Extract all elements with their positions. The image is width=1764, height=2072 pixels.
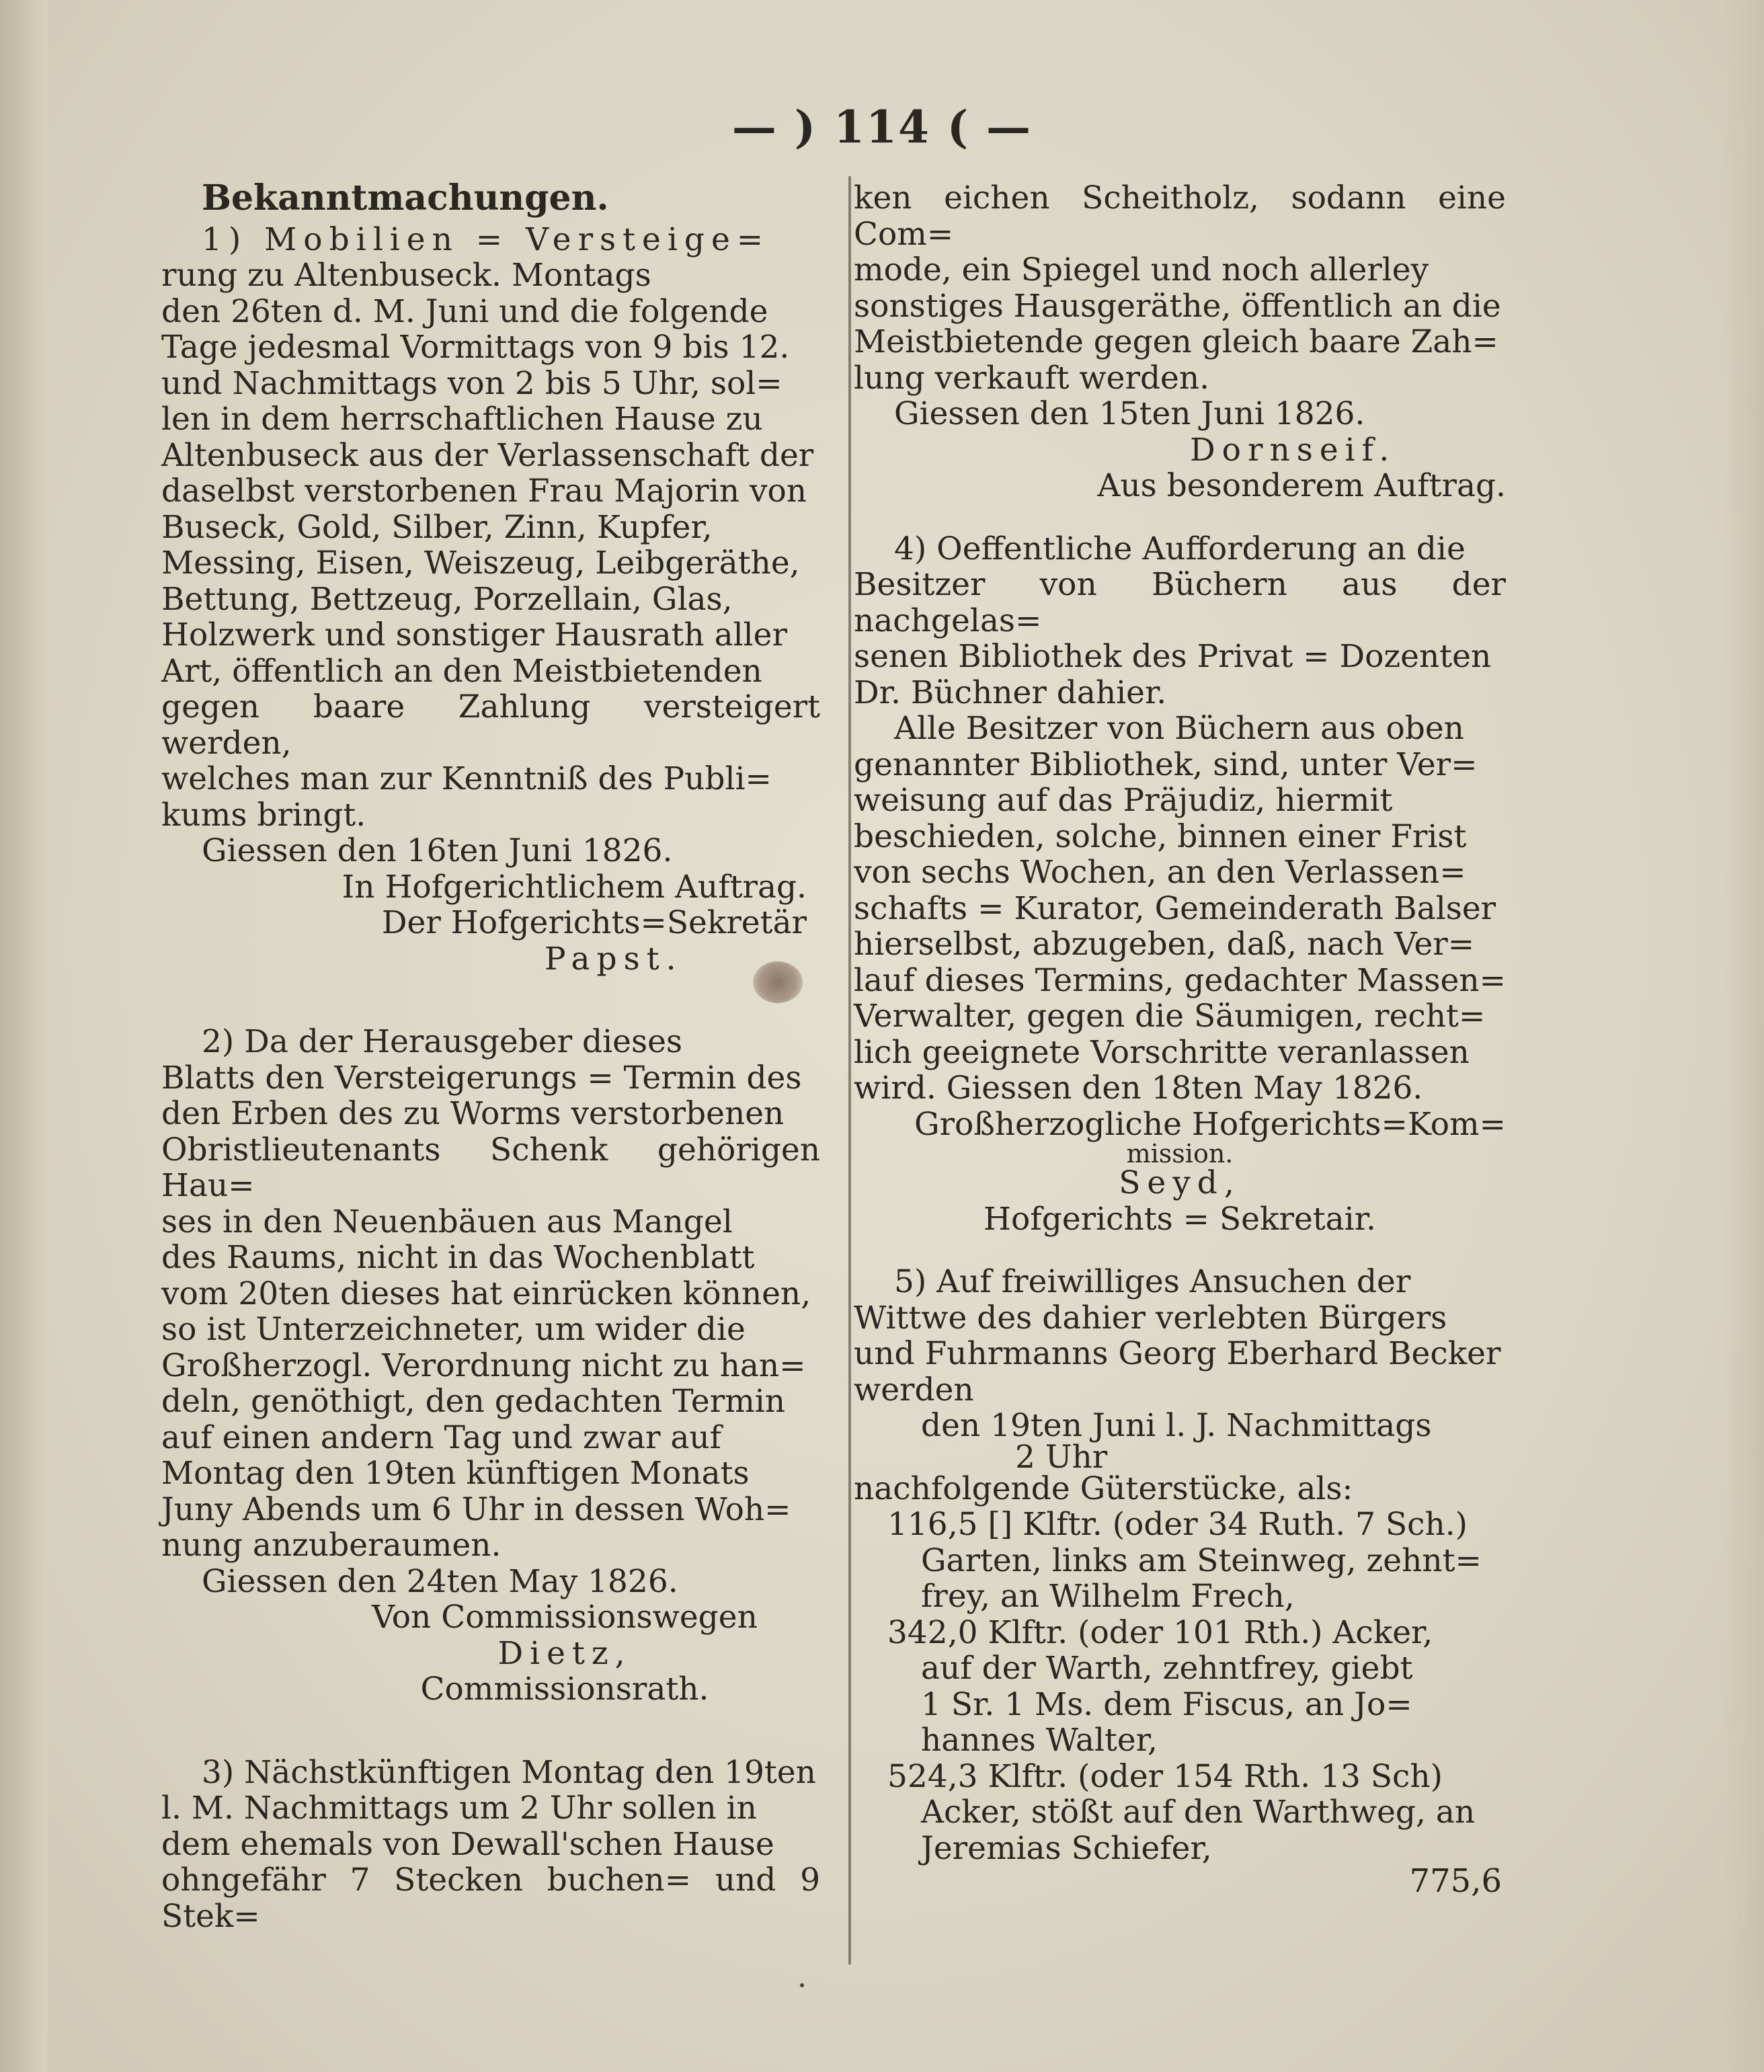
text-line: Altenbuseck aus der Verlassenschaft der — [161, 436, 814, 474]
notice-2-authority: Von Commissionswegen — [372, 1599, 758, 1636]
text-line: ken eichen Scheitholz, sodann eine Com= — [854, 180, 1506, 253]
text-line: Blatts den Versteigerungs = Termin des — [161, 1059, 802, 1097]
notice-5-time: den 19ten Juni l. J. Nachmittags — [921, 1407, 1432, 1444]
notice-1-office: Der Hofgerichts=Sekretär — [381, 904, 807, 941]
text-line: Art, öffentlich an den Meistbietenden — [161, 652, 762, 690]
text-line: Messing, Eisen, Weiszeug, Leibgeräthe, — [161, 545, 800, 582]
text-line: deln, genöthigt, den gedachten Termin — [161, 1383, 786, 1420]
text-line: und Fuhrmanns Georg Eberhard Becker — [854, 1335, 1501, 1372]
notice-5-intro: nachfolgende Güterstücke, als: — [854, 1470, 1353, 1507]
notice-2-body — [161, 1024, 820, 1564]
notice-4-title — [854, 531, 1506, 711]
page-edge-shadow — [1724, 0, 1764, 2072]
text-line: sonstiges Hausgeräthe, öffentlich an die — [854, 287, 1501, 325]
text-line: werden — [854, 1371, 974, 1408]
spacer — [161, 1708, 820, 1755]
notice-1-date: Giessen den 16ten Juni 1826. — [202, 832, 673, 869]
text-line: kums bringt. — [161, 796, 366, 834]
parcel-line: 1 Sr. 1 Ms. dem Fiscus, an Jo= — [921, 1685, 1412, 1723]
text-line: rung zu Altenbuseck. Montags — [161, 257, 651, 294]
notice-1-body — [161, 257, 820, 833]
notice-2-signature: Dietz, — [497, 1634, 632, 1672]
column-rule — [848, 176, 851, 1964]
text-line: Großherzogl. Verordnung nicht zu han= — [161, 1347, 806, 1384]
notice-2-title: Commissionsrath. — [420, 1671, 709, 1708]
parcel-line: Jeremias Schiefer, — [921, 1829, 1212, 1867]
text-line: lich geeignete Vorschritte veranlassen — [854, 1033, 1470, 1071]
text-line: 3) Nächstkünftigen Montag den 19ten — [202, 1753, 816, 1791]
text-line: hierselbst, abzugeben, daß, nach Ver= — [854, 926, 1475, 963]
right-column — [854, 180, 1506, 1866]
parcel-line: 116,5 [] Klftr. (oder 34 Ruth. 7 Sch.) — [887, 1506, 1468, 1543]
text-line: weisung auf das Präjudiz, hiermit — [854, 782, 1393, 819]
text-line: len in dem herrschaftlichen Hause zu — [161, 401, 763, 438]
notice-4-authority-cont: mission. — [1126, 1139, 1234, 1168]
text-line: Meistbietende gegen gleich baare Zah= — [854, 323, 1498, 360]
text-line: dem ehemals von Dewall'schen Hause — [161, 1825, 774, 1863]
text-line: und Nachmittags von 2 bis 5 Uhr, sol= — [161, 364, 783, 402]
text-line: Obristlieutenants Schenk gehörigen Hau= — [161, 1131, 820, 1204]
text-line: Dr. Büchner dahier. — [854, 674, 1167, 711]
text-line: vom 20ten dieses hat einrücken können, — [161, 1275, 811, 1312]
text-line: Montag den 19ten künftigen Monats — [161, 1455, 750, 1492]
text-line: den 26ten d. M. Juni und die folgende — [161, 292, 768, 330]
notice-4-body — [854, 711, 1506, 1107]
text-line: Besitzer von Büchern aus der nachgelas= — [854, 566, 1506, 639]
text-line: daselbst verstorbenen Frau Majorin von — [161, 473, 807, 510]
text-line: Buseck, Gold, Silber, Zinn, Kupfer, — [161, 508, 713, 546]
text-line: l. M. Nachmittags um 2 Uhr sollen in — [161, 1790, 757, 1827]
notice-3-continued — [854, 180, 1506, 396]
text-line: ohngefähr 7 Stecken buchen= und 9 Stek= — [161, 1862, 820, 1935]
text-line: nung anzuberaumen. — [161, 1527, 502, 1564]
text-line: gegen baare Zahlung versteigert werden, — [161, 688, 820, 762]
notice-2-date: Giessen den 24ten May 1826. — [202, 1562, 678, 1600]
text-line: genannter Bibliothek, sind, unter Ver= — [854, 746, 1478, 783]
section-heading: Bekanntmachungen. — [202, 177, 609, 218]
text-line: lung verkauft werden. — [854, 359, 1210, 397]
spacer — [161, 977, 820, 1024]
text-line: Holzwerk und sonstiger Hausrath aller — [161, 616, 787, 653]
notice-4-office: Hofgerichts = Sekretair. — [984, 1200, 1376, 1238]
text-line: von sechs Wochen, an den Verlassen= — [854, 854, 1466, 891]
binding-shadow — [0, 0, 47, 2072]
text-line: den Erben des zu Worms verstorbenen — [161, 1095, 785, 1132]
text-line: wird. Giessen den 18ten May 1826. — [854, 1070, 1423, 1107]
parcel-line: auf der Warth, zehntfrey, giebt — [921, 1650, 1413, 1687]
text-line: beschieden, solche, binnen einer Frist — [854, 818, 1467, 855]
notice-3-body — [161, 1755, 820, 1935]
parcel-line: 524,3 Klftr. (oder 154 Rth. 13 Sch) — [887, 1757, 1443, 1795]
parcel-line: Garten, links am Steinweg, zehnt= — [921, 1542, 1482, 1579]
speck — [800, 1983, 804, 1987]
notice-1-title: 1) Mobilien = Versteige= — [202, 221, 770, 258]
text-line: welches man zur Kenntniß des Publi= — [161, 760, 772, 797]
notice-3-signature: Dornseif. — [1190, 431, 1396, 469]
text-line: auf einen andern Tag und zwar auf — [161, 1419, 722, 1456]
notice-4-authority: Großherzogliche Hofgerichts=Kom= — [914, 1105, 1506, 1143]
text-line: 4) Oeffentliche Aufforderung an die — [894, 530, 1466, 567]
notice-5-time-cont: 2 Uhr — [1015, 1438, 1108, 1476]
text-line: Wittwe des dahier verlebten Bürgers — [854, 1299, 1447, 1337]
notice-1-signature: Papst. — [545, 940, 683, 978]
text-line: Alle Besitzer von Büchern aus oben — [894, 710, 1464, 747]
left-column — [161, 177, 820, 1935]
parcel-line: 342,0 Klftr. (oder 101 Rth.) Acker, — [887, 1613, 1433, 1651]
text-line: so ist Unterzeichneter, um wider die — [161, 1311, 746, 1348]
text-line: mode, ein Spiegel und noch allerley — [854, 251, 1429, 288]
text-line: Tage jedesmal Vormittags von 9 bis 12. — [161, 329, 790, 366]
text-line: Verwalter, gegen die Säumigen, recht= — [854, 998, 1486, 1035]
notice-4-signature: Seyd, — [1119, 1164, 1241, 1201]
page-sum: 775,6 — [1409, 1862, 1502, 1900]
page-header: — ) 114 ( — — [731, 101, 1033, 153]
text-line: 5) Auf freiwilliges Ansuchen der — [894, 1263, 1411, 1300]
parcel-list — [854, 1507, 1506, 1866]
spacer — [854, 1237, 1506, 1264]
text-line: 2) Da der Herausgeber dieses — [202, 1023, 683, 1060]
notice-5-body — [854, 1264, 1506, 1408]
parcel-line: frey, an Wilhelm Frech, — [921, 1578, 1295, 1615]
text-line: Bettung, Bettzeug, Porzellain, Glas, — [161, 580, 733, 618]
spacer — [854, 504, 1506, 531]
notice-3-authority: Aus besonderem Auftrag. — [1097, 467, 1506, 504]
notice-3-date: Giessen den 15ten Juni 1826. — [894, 395, 1365, 432]
notice-1-authority: In Hofgerichtlichem Auftrag. — [342, 868, 807, 906]
text-line: lauf dieses Termins, gedachter Massen= — [854, 961, 1506, 999]
text-line: schafts = Kurator, Gemeinderath Balser — [854, 889, 1496, 927]
parcel-line: hannes Walter, — [921, 1722, 1158, 1759]
text-line: senen Bibliothek des Privat = Dozenten — [854, 638, 1492, 675]
text-line: des Raums, nicht in das Wochenblatt — [161, 1239, 755, 1276]
parcel-line: Acker, stößt auf den Warthweg, an — [921, 1794, 1476, 1831]
text-line: ses in den Neuenbäuen aus Mangel — [161, 1203, 733, 1240]
text-line: Juny Abends um 6 Uhr in dessen Woh= — [161, 1490, 791, 1528]
